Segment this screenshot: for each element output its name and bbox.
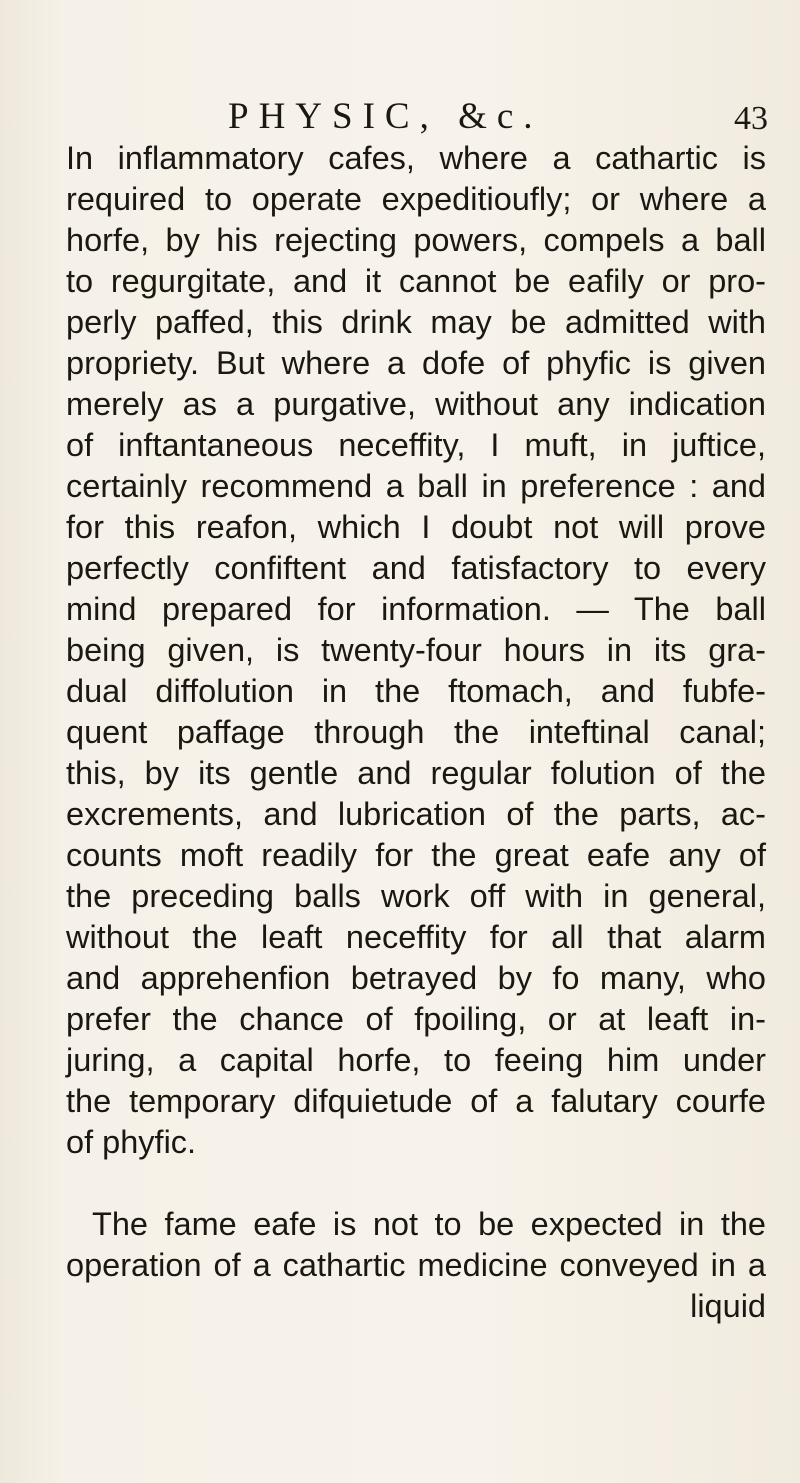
- text-line: of inftantaneous neceffity, I muft, in juftice,: [66, 427, 766, 463]
- text-line: In inflammatory cafes, where a cathartic is: [66, 140, 766, 176]
- text-line: horfe, by his rejecting powers, compels a ball: [66, 222, 766, 258]
- text-line: dual diffolution in the ftomach, and fubfe-: [66, 673, 766, 709]
- text-line: certainly recommend a ball in preference : and: [66, 468, 766, 504]
- text-line: mind prepared for information. — The ball: [66, 591, 766, 627]
- text-line: this, by its gentle and regular folution of the: [66, 755, 766, 791]
- text-line: prefer the chance of fpoiling, or at leaft in-: [66, 1001, 766, 1037]
- paragraph-spacer: [66, 1163, 766, 1204]
- body-text: [66, 138, 766, 1327]
- catchword: liquid: [690, 1288, 766, 1324]
- text-line: and apprehenfion betrayed by fo many, who: [66, 960, 766, 996]
- text-line: The fame eafe is not to be expected in the: [92, 1206, 766, 1242]
- text-line: the preceding balls work off with in general,: [66, 878, 766, 914]
- text-line: counts moft readily for the great eafe any of: [66, 837, 766, 873]
- text-line: juring, a capital horfe, to feeing him under: [66, 1042, 766, 1078]
- text-line: merely as a purgative, without any indication: [66, 386, 766, 422]
- text-line: quent paffage through the inteftinal canal;: [66, 714, 766, 750]
- text-line: excrements, and lubrication of the parts, ac-: [66, 796, 766, 832]
- text-line: without the leaft neceffity for all that alarm: [66, 919, 766, 955]
- text-line: perly paffed, this drink may be admitted with: [66, 304, 766, 340]
- text-line: operation of a cathartic medicine conveyed in a: [66, 1247, 766, 1283]
- text-line: required to operate expeditioufly; or where a: [66, 181, 766, 217]
- paragraph-1: [66, 138, 766, 1163]
- page-number: 43: [734, 100, 768, 137]
- text-line: of phyfic.: [66, 1124, 197, 1160]
- text-line: being given, is twenty-four hours in its gra-: [66, 632, 766, 668]
- running-head: PHYSIC, &c.: [228, 96, 543, 137]
- text-line: propriety. But where a dofe of phyfic is given: [66, 345, 766, 381]
- page-header: [228, 92, 768, 142]
- paragraph-2: [66, 1204, 766, 1286]
- text-line: to regurgitate, and it cannot be eafily or pro-: [66, 263, 766, 299]
- text-line: perfectly confiftent and fatisfactory to every: [66, 550, 766, 586]
- text-line: the temporary difquietude of a falutary courfe: [66, 1083, 766, 1119]
- text-line: for this reafon, which I doubt not will prove: [66, 509, 766, 545]
